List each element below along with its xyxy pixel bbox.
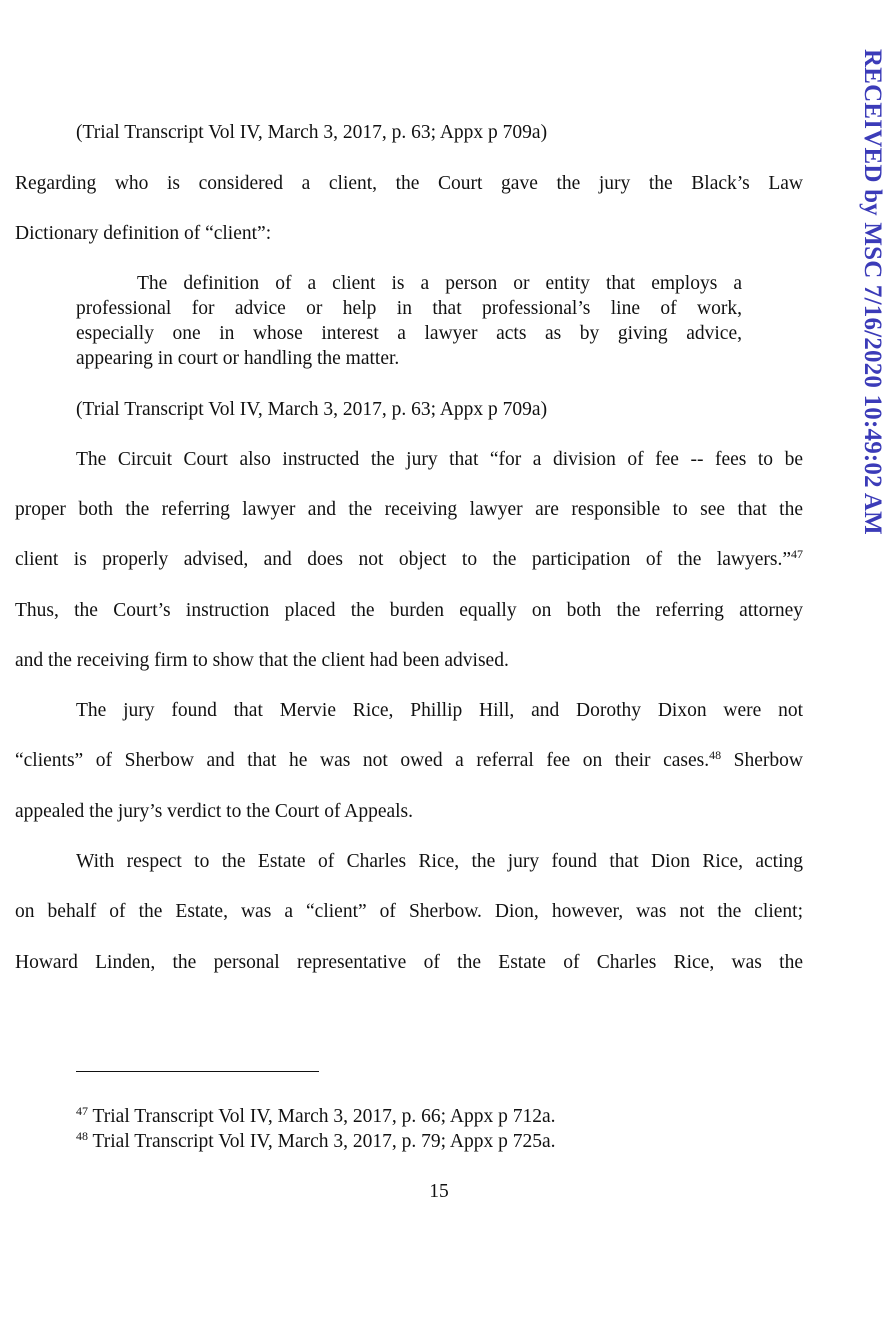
body-text-line: appealed the jury’s verdict to the Court of Appeals. (15, 801, 414, 822)
block-quote-line: appearing in court or handling the matter. (76, 348, 400, 369)
body-text-line (15, 749, 803, 773)
block-quote-line: especially one in whose interest a lawyer acts as by giving advice, (76, 323, 742, 344)
block-quote-line: The definition of a client is a person or entity that employs a (137, 273, 742, 294)
citation-line: (Trial Transcript Vol IV, March 3, 2017, p. 63; Appx p 709a) (76, 122, 548, 143)
body-text-line: proper both the referring lawyer and the receiving lawyer are responsible to see that the (15, 499, 803, 520)
body-text: “clients” of Sherbow and that he was not owed a referral fee on their cases. (15, 750, 710, 771)
footnote (76, 1105, 556, 1129)
body-text-line: and the receiving firm to show that the client had been advised. (15, 650, 509, 671)
body-text-line: Howard Linden, the personal representative of the Estate of Charles Rice, was the (15, 952, 803, 973)
body-text-line (15, 548, 803, 572)
body-text-line: on behalf of the Estate, was a “client” of Sherbow. Dion, however, was not the client; (15, 901, 803, 922)
body-text-line: Dictionary definition of “client”: (15, 223, 272, 244)
received-stamp: RECEIVED by MSC 7/16/2020 10:49:02 AM (859, 49, 886, 535)
body-text-line: The Circuit Court also instructed the jury that “for a division of fee -- fees to be (76, 449, 803, 470)
citation-line: (Trial Transcript Vol IV, March 3, 2017, p. 63; Appx p 709a) (76, 399, 548, 420)
body-text-line: Regarding who is considered a client, the Court gave the jury the Black’s Law (15, 173, 803, 194)
body-text-line: Thus, the Court’s instruction placed the burden equally on both the referring attorney (15, 600, 803, 621)
footnote-reference: 48 (709, 748, 722, 762)
body-text-line: With respect to the Estate of Charles Rice, the jury found that Dion Rice, acting (76, 851, 803, 872)
footnote-text: Trial Transcript Vol IV, March 3, 2017, p. 79; Appx p 725a. (88, 1131, 556, 1152)
body-text: Sherbow (721, 750, 803, 771)
block-quote-line: professional for advice or help in that professional’s line of work, (76, 298, 742, 319)
footnote-reference: 47 (791, 547, 803, 561)
body-text: client is properly advised, and does not object to the participation of the lawyers.” (15, 549, 791, 570)
footnote-number: 48 (76, 1129, 88, 1143)
page-number: 15 (429, 1181, 449, 1202)
body-text-line: The jury found that Mervie Rice, Phillip Hill, and Dorothy Dixon were not (76, 700, 803, 721)
footnote-text: Trial Transcript Vol IV, March 3, 2017, p. 66; Appx p 712a. (88, 1106, 556, 1127)
footnote (76, 1130, 556, 1154)
footnote-number: 47 (76, 1104, 88, 1118)
footnote-separator (76, 1071, 319, 1072)
